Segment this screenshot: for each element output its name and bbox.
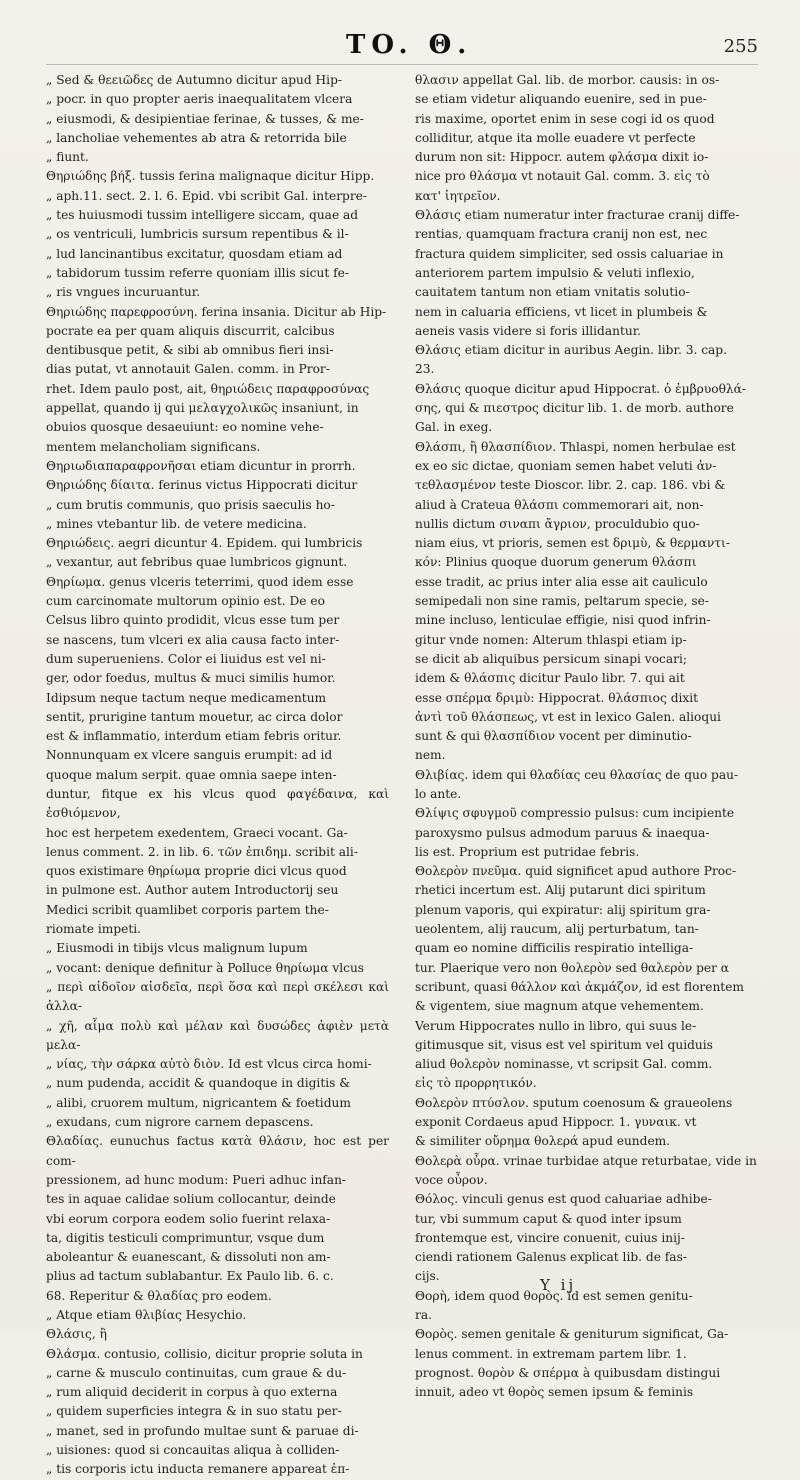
text-line: est & inflammatio, interdum etiam febris oritur. xyxy=(46,729,342,744)
text-line: tur. Plaerique vero non θολερὸν sed θαλερὸν per α xyxy=(415,960,730,975)
text-line: gitimusque sit, visus est vel spiritum vel quiduis xyxy=(415,1037,713,1052)
text-line: in pulmone est. Author autem Introductorij seu xyxy=(46,883,339,898)
text-line: Θλιβίας. idem qui θλαδίας ceu θλασίας de quo pau- xyxy=(415,767,739,782)
text-line: „ νίας, τὴν σάρκα αὐτὸ διὸν. Id est vlcus circa homi- xyxy=(46,1057,372,1072)
text-line: ger, odor foedus, multus & muci similis humor. xyxy=(46,671,336,686)
text-line: paroxysmo pulsus admodum paruus & inaequa- xyxy=(415,825,710,840)
text-line: Medici scribit quamlibet corporis partem the- xyxy=(46,902,329,917)
text-line: „ tabidorum tussim referre quoniam illis sicut fe- xyxy=(46,265,349,280)
text-line: „ vocant: denique definitur à Polluce θηρίωμα vlcus xyxy=(46,960,365,975)
text-line: nem. xyxy=(415,748,446,763)
text-line: frontemque est, vincire conuenit, cuius inij- xyxy=(415,1230,685,1245)
text-line: ex eo sic dictae, quoniam semen habet veluti ἀν- xyxy=(415,458,717,473)
text-line: aeneis vasis videre si foris illidantur. xyxy=(415,323,642,338)
text-line: „ lud lancinantibus excitatur, quosdam etiam ad xyxy=(46,246,343,261)
text-line: „ num pudenda, accidit & quandoque in digitis & xyxy=(46,1076,351,1091)
text-line: Θλάσις quoque dicitur apud Hippocrat. ὁ ἐμβρυοθλά- xyxy=(415,381,747,396)
text-line: plenum vaporis, qui expiratur: alij spiritum gra- xyxy=(415,902,711,917)
text-line: Θλάσμα. contusio, collisio, dicitur proprie soluta in xyxy=(46,1346,363,1361)
text-line: „ manet, sed in profundo multae sunt & paruae di- xyxy=(46,1423,359,1438)
text-line: quoque malum serpit. quae omnia saepe inten- xyxy=(46,767,337,782)
text-line: κόν: Plinius quoque duorum generum θλάσπι xyxy=(415,555,697,570)
text-line: esse tradit, ac prius inter alia esse ait cauliculo xyxy=(415,574,708,589)
text-line: Θηριώδης παρεφροσύνη. ferina insania. Dicitur ab Hip- xyxy=(46,304,387,319)
text-line: durum non sit: Hippocr. autem φλάσμα dixit io- xyxy=(415,150,709,165)
text-line: dum superueniens. Color ei liuidus est vel ni- xyxy=(46,651,326,666)
text-line: se etiam videtur aliquando euenire, sed in pue- xyxy=(415,92,707,107)
text-line: „ Atque etiam θλιβίας Hesychio. xyxy=(46,1308,247,1322)
text-line: fractura quidem simpliciter, sed ossis caluariae in xyxy=(415,246,724,261)
text-line: ciendi rationem Galenus explicat lib. de fas- xyxy=(415,1250,687,1265)
signature-mark: Y ij xyxy=(540,1276,577,1294)
text-line: lenus comment. in extremam partem libr. 1. xyxy=(415,1346,687,1361)
text-line: 68. Reperitur & θλαδίας pro eodem. xyxy=(46,1288,272,1303)
text-line: tes in aquae calidae solium collocantur, deinde xyxy=(46,1192,336,1207)
text-line: lenus comment. 2. in lib. 6. τῶν ἐπιδημ. scribit ali- xyxy=(46,844,358,859)
running-head: TO. Θ. xyxy=(346,30,473,60)
text-line: sunt & qui θλασπίδιον vocent per diminutio- xyxy=(415,729,692,744)
text-line: Θηριώδης βήξ. tussis ferina malignaque dicitur Hipp. xyxy=(46,169,375,184)
text-line: nice pro θλάσμα vt notauit Gal. comm. 3. εἰς τὸ xyxy=(415,169,710,184)
text-line: ra. xyxy=(415,1308,432,1322)
text-line: cum carcinomate multorum opinio est. De eo xyxy=(46,594,325,609)
text-line: mentem melancholiam significans. xyxy=(46,439,261,454)
text-line: semipedali non sine ramis, peltarum specie, se- xyxy=(415,594,709,609)
text-line: niam eius, vt prioris, semen est δριμὺ, & θερμαντι- xyxy=(415,536,730,551)
text-line: aboleantur & euanescant, & dissoluti non am- xyxy=(46,1250,331,1265)
text-line: „ περὶ αἰδοῖον αἰσδεῖα, περὶ ὅσα καὶ περὶ σκέλεσι καὶ ἀλλα- xyxy=(46,979,389,1014)
text-line: Θλάσις, ἢ xyxy=(46,1327,107,1342)
text-line: „ fiunt. xyxy=(46,150,89,165)
text-line: Θόλος. vinculi genus est quod caluariae adhibe- xyxy=(415,1192,712,1207)
text-line: hoc est herpetem exedentem, Graeci vocant. Ga- xyxy=(46,825,348,840)
text-line: Θλάσπι, ἢ θλασπίδιον. Thlaspi, nomen herbulae est xyxy=(415,439,736,454)
text-line: „ aph.11. sect. 2. l. 6. Epid. vbi scribit Gal. interpre- xyxy=(46,188,367,203)
text-line: scribunt, quasi θάλλον καὶ ἀκμάζον, id est florentem xyxy=(415,979,744,994)
text-line: Θορὸς. semen genitale & geniturum significat, Ga- xyxy=(415,1327,729,1342)
text-line: Verum Hippocrates nullo in libro, qui suus le- xyxy=(415,1018,697,1033)
text-line: ἀντὶ τοῦ θλάσπεως, vt est in lexico Galen. alioqui xyxy=(415,709,721,724)
text-line: „ Sed & θεειῶδες de Autumno dicitur apud Hip- xyxy=(46,73,342,87)
text-line: „ Eiusmodi in tibijs vlcus malignum lupum xyxy=(46,941,308,956)
text-line: Nonnunquam ex vlcere sanguis erumpit: ad id xyxy=(46,748,333,763)
page-number: 255 xyxy=(723,36,758,57)
text-line: se nascens, tum vlceri ex alia causa facto inter- xyxy=(46,632,340,647)
text-line: „ tis corporis ictu inducta remanere appareat ἐπ- xyxy=(46,1462,350,1477)
text-line: „ uisiones: quod si concauitas aliqua à colliden- xyxy=(46,1443,340,1458)
text-line: ris maxime, oportet enim in sese cogi id os quod xyxy=(415,111,715,126)
text-line: lis est. Proprium est putridae febris. xyxy=(415,844,640,859)
text-line: Idipsum neque tactum neque medicamentum xyxy=(46,690,327,705)
text-line: sentit, prurigine tantum mouetur, ac circa dolor xyxy=(46,709,343,724)
text-line: „ χῆ, αἷμα πολὺ καὶ μέλαν καὶ δυσώδες ἀφιὲν μετὰ μελα- xyxy=(46,1018,389,1052)
text-line: prognost. θορὸν & σπέρμα à quibusdam distingui xyxy=(415,1365,721,1380)
text-line: & similiter οὔρημα θολερά apud eundem. xyxy=(415,1134,671,1149)
text-line: cauitatem tantum non etiam vnitatis solutio- xyxy=(415,285,690,300)
text-line: cijs. xyxy=(415,1269,440,1284)
text-line: „ mines vtebantur lib. de vetere medicina. xyxy=(46,516,307,531)
text-line: 23. xyxy=(415,362,435,377)
text-line: vbi eorum corpora eodem solio fuerint relaxa- xyxy=(46,1211,331,1226)
text-line: dias putat, vt annotauit Galen. comm. in Pror- xyxy=(46,362,330,377)
text-line: „ carne & musculo continuitas, cum graue & du- xyxy=(46,1365,347,1380)
text-line: Θηρίωμα. genus vlceris teterrimi, quod idem esse xyxy=(46,574,354,589)
text-line: plius ad tactum sublabantur. Ex Paulo lib. 6. c. xyxy=(46,1269,334,1284)
text-line: & vigentem, siue magnum atque vehementem. xyxy=(415,999,704,1014)
text-line: „ os ventriculi, lumbricis sursum repentibus & il- xyxy=(46,227,349,242)
text-line: εἰς τὸ προρρητικόν. xyxy=(415,1076,537,1091)
text-line: anteriorem partem impulsio & veluti inflexio, xyxy=(415,265,695,280)
text-line: Celsus libro quinto prodidit, vlcus esse tum per xyxy=(46,613,340,628)
right-column xyxy=(415,71,758,1480)
text-line: „ lancholiae vehementes ab atra & retorrida bile xyxy=(46,130,347,145)
text-line: Θηριώδης δίαιτα. ferinus victus Hippocrati dicitur xyxy=(46,478,358,493)
text-line: obuios quosque desaeuiunt: eo nomine vehe- xyxy=(46,420,324,435)
text-line: appellat, quando ij qui μελαγχολικῶς insaniunt, in xyxy=(46,401,359,416)
text-line: tur, vbi summum caput & quod inter ipsum xyxy=(415,1211,682,1226)
text-line: colliditur, atque ita molle euadere vt perfecte xyxy=(415,130,696,145)
text-line: exponit Cordaeus apud Hippocr. 1. γυναικ. vt xyxy=(415,1115,697,1130)
text-line: voce οὖρον. xyxy=(415,1172,488,1187)
text-line: „ quidem superficies integra & in suo statu per- xyxy=(46,1404,342,1419)
text-line: Θλάσις etiam numeratur inter fracturae cranij diffe- xyxy=(415,208,740,223)
text-line: Θλάσις etiam dicitur in auribus Aegin. libr. 3. cap. xyxy=(415,343,727,358)
text-line: „ eiusmodi, & desipientiae ferinae, & tusses, & me- xyxy=(46,111,364,126)
text-line: gitur vnde nomen: Alterum thlaspi etiam ip- xyxy=(415,632,687,647)
page-header xyxy=(46,30,758,65)
text-line: pocrate ea per quam aliquis discurrit, calcibus xyxy=(46,323,335,338)
text-line: Θλίψις σφυγμοῦ compressio pulsus: cum incipiente xyxy=(415,806,735,821)
text-line: Θολερὰ οὖρα. vrinae turbidae atque returbatae, vide in xyxy=(415,1153,757,1168)
text-line: aliud à Crateua θλάσπι commemorari ait, non- xyxy=(415,497,704,512)
text-line: ueolentem, alij raucum, alij perturbatum, tan- xyxy=(415,922,699,937)
text-line: innuit, adeo vt θορὸς semen ipsum & feminis xyxy=(415,1385,694,1400)
text-line: dentibusque petit, & sibi ab omnibus fieri insi- xyxy=(46,343,334,358)
text-line: κατ' ἰητρεῖον. xyxy=(415,188,501,203)
text-line: „ alibi, cruorem multum, nigricantem & foetidum xyxy=(46,1095,351,1110)
text-line: esse σπέρμα δριμὺ: Hippocrat. θλάσπιος dixit xyxy=(415,690,699,705)
text-line: Θηριωδιαπαραφρονῆσαι etiam dicuntur in prorrh. xyxy=(46,458,356,473)
text-line: se dicit ab aliquibus persicum sinapi vocari; xyxy=(415,651,687,666)
text-line: nullis dictum σιναπι ἄγριον, proculdubio quo- xyxy=(415,516,700,531)
text-line: Gal. in exeg. xyxy=(415,420,493,435)
text-line: lo ante. xyxy=(415,786,462,801)
text-line: „ ris vngues incuruantur. xyxy=(46,285,201,300)
text-line: Θορὴ, idem quod θορὸς. id est semen genitu- xyxy=(415,1288,693,1303)
text-columns xyxy=(46,71,758,1480)
text-line: „ vexantur, aut febribus quae lumbricos gignunt. xyxy=(46,555,348,570)
text-line: idem & θλάσπις dicitur Paulo libr. 7. qui ait xyxy=(415,671,685,686)
text-line: riomate impeti. xyxy=(46,922,142,937)
text-line: ta, digitis testiculi comprimuntur, vsque dum xyxy=(46,1230,325,1245)
text-line: „ tes huiusmodi tussim intelligere siccam, quae ad xyxy=(46,208,359,223)
text-line: mine incluso, lenticulae effigie, nisi quod infrin- xyxy=(415,613,711,628)
text-line: Θολερὸν πνεῦμα. quid significet apud authore Proc- xyxy=(415,864,737,879)
text-line: „ pocr. in quo propter aeris inaequalitatem vlcera xyxy=(46,92,353,107)
text-line: quos existimare θηρίωμα proprie dici vlcus quod xyxy=(46,864,347,879)
text-line: quam eo nomine difficilis respiratio intelliga- xyxy=(415,941,694,956)
text-line: pressionem, ad hunc modum: Pueri adhuc infan- xyxy=(46,1172,347,1187)
text-line: rhetici incertum est. Alij putarunt dici spiritum xyxy=(415,883,706,898)
text-line: „ rum aliquid deciderit in corpus à quo externa xyxy=(46,1385,338,1400)
text-line: rhet. Idem paulo post, ait, θηριώδεις παραφροσύνας xyxy=(46,381,370,396)
text-line: „ cum brutis communis, quo prisis saeculis ho- xyxy=(46,497,335,512)
left-column xyxy=(46,71,389,1480)
text-line: duntur, fitque ex his vlcus quod φαγέδαινα, καὶ ἐσθιόμενον, xyxy=(46,786,389,821)
text-line: Θολερὸν πτύσλον. sputum coenosum & graueolens xyxy=(415,1095,733,1110)
text-line: σης, qui & πιεστρος dicitur lib. 1. de morb. authore xyxy=(415,401,734,416)
text-line: nem in caluaria efficiens, vt licet in plumbeis & xyxy=(415,304,708,319)
text-line: Θλαδίας. eunuchus factus κατὰ θλάσιν, hoc est per com- xyxy=(46,1134,389,1168)
text-line: „ exudans, cum nigrore carnem depascens. xyxy=(46,1115,314,1130)
text-line: aliud θολερὸν nominasse, vt scripsit Gal. comm. xyxy=(415,1057,713,1072)
text-line: θλασιν appellat Gal. lib. de morbor. causis: in os- xyxy=(415,73,720,87)
text-line: rentias, quamquam fractura cranij non est, nec xyxy=(415,227,708,242)
text-line: τεθλασμένον teste Dioscor. libr. 2. cap. 186. vbi & xyxy=(415,478,726,493)
text-line: Θηριώδεις. aegri dicuntur 4. Epidem. qui lumbricis xyxy=(46,536,363,551)
